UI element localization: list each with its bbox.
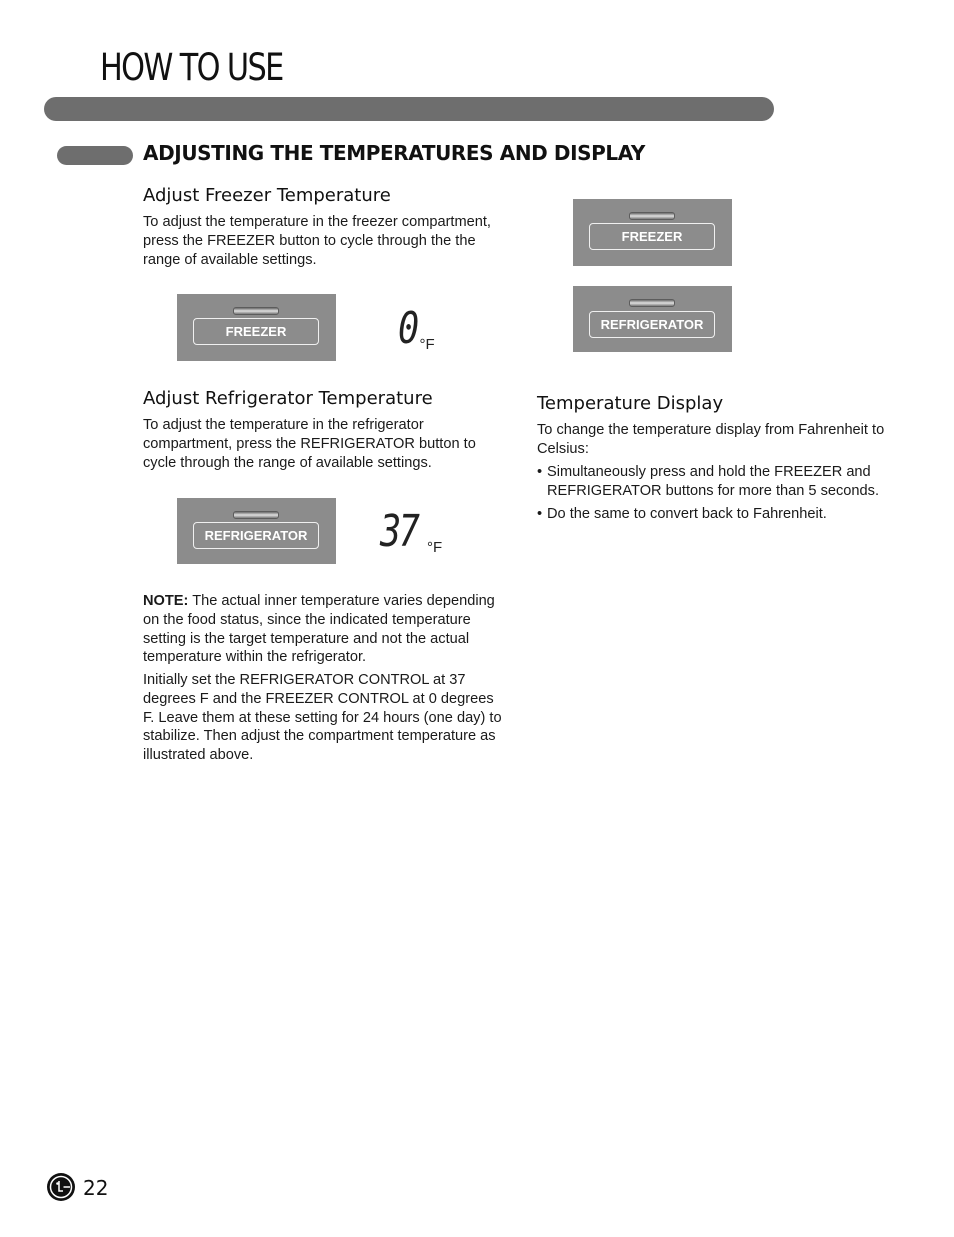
lg-logo-icon [47, 1173, 75, 1201]
display-freezer-indicator-light [629, 212, 675, 220]
list-item [537, 463, 907, 501]
refrigerator-control-panel [177, 498, 336, 564]
note-text: The actual inner temperature varies depending on the food status, since the indicated temperature setting is the target temperature and not the actual temperature within the refrigerator. [143, 593, 495, 666]
refrigerator-temperature-unit: °F [426, 539, 443, 556]
freezer-temperature-display [398, 303, 435, 354]
freezer-indicator-light [233, 307, 279, 315]
section-heading: ADJUSTING THE TEMPERATURES AND DISPLAY [143, 141, 646, 165]
section-pill [57, 146, 133, 165]
step-text: Do the same to convert back to Fahrenheit. [547, 505, 827, 522]
freezer-button[interactable]: FREEZER [193, 318, 319, 345]
temperature-display-intro: To change the temperature display from Fahrenheit to Celsius: [537, 422, 885, 457]
refrigerator-indicator-light [233, 511, 279, 519]
bullet-icon: • [537, 505, 543, 522]
note-paragraph [143, 592, 513, 667]
freezer-heading: Adjust Freezer Temperature [143, 185, 391, 206]
display-freezer-button[interactable]: FREEZER [589, 223, 715, 250]
title-bar [44, 97, 774, 121]
refrigerator-button[interactable]: REFRIGERATOR [193, 522, 319, 549]
step-text: Simultaneously press and hold the FREEZER and REFRIGERATOR buttons for more than 5 seconds. [547, 464, 880, 499]
freezer-temperature-value: 0 [398, 303, 417, 354]
list-item [537, 505, 907, 524]
freezer-body: To adjust the temperature in the freezer compartment, press the FREEZER button to cycle through the the range of available settings. [143, 214, 491, 268]
temperature-display-steps [537, 463, 907, 527]
freezer-temperature-unit: °F [419, 336, 435, 353]
page-number: 22 [83, 1176, 109, 1200]
display-refrigerator-indicator-light [629, 299, 675, 307]
initial-setting-paragraph: Initially set the REFRIGERATOR CONTROL at 37 degrees F and the FREEZER CONTROL at 0 degrees F. Leave them at these setting for 24 hours (one day) to stabilize. Then adjust the compartment temperature as illustrated above. [143, 672, 502, 764]
lg-logo-mark [49, 1175, 73, 1199]
page-title: HOW TO USE [100, 46, 283, 89]
note-label: NOTE: [143, 593, 189, 609]
display-refrigerator-button[interactable]: REFRIGERATOR [589, 311, 715, 338]
refrigerator-temperature-value: 37 [380, 506, 418, 557]
temperature-display-heading: Temperature Display [537, 393, 724, 414]
display-refrigerator-panel [573, 286, 732, 352]
bullet-icon: • [537, 464, 543, 480]
freezer-control-panel [177, 294, 336, 361]
refrigerator-body: To adjust the temperature in the refrigerator compartment, press the REFRIGERATOR button to cycle through the range of available settings. [143, 417, 476, 471]
refrigerator-temperature-display [380, 506, 443, 557]
refrigerator-heading: Adjust Refrigerator Temperature [143, 388, 433, 409]
display-freezer-panel [573, 199, 732, 266]
